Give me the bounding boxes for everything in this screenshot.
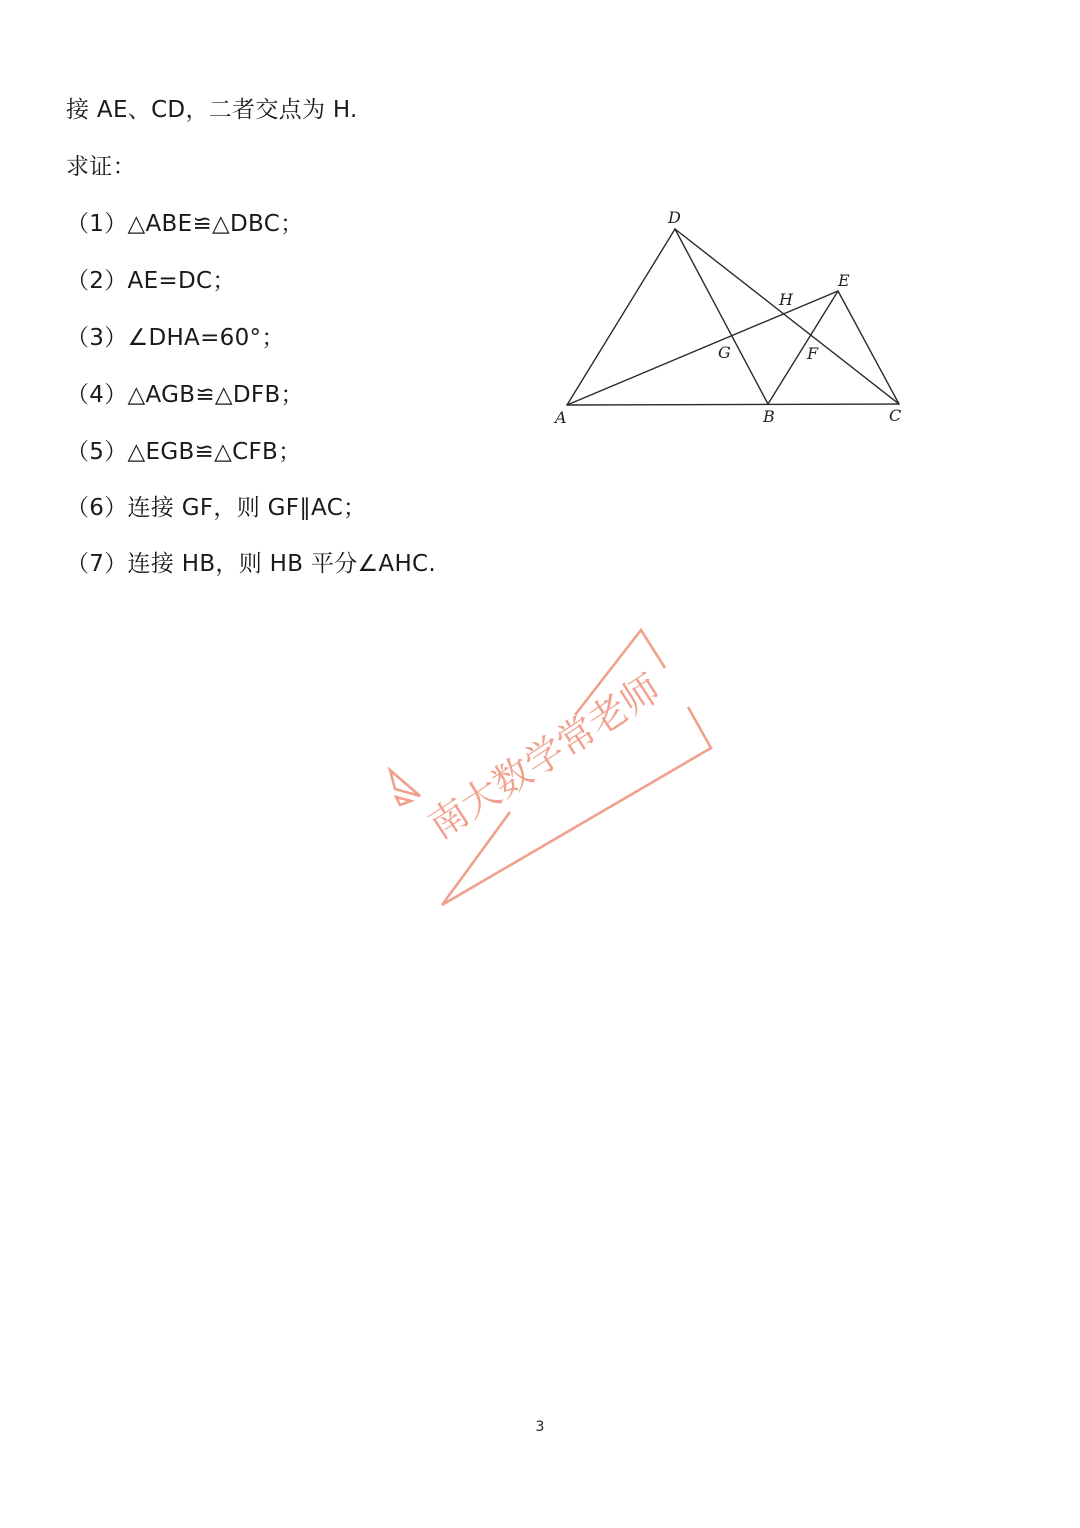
point-label-B: B: [763, 407, 775, 426]
segment-AE: [567, 291, 838, 405]
watermark-text: 南大数学常老师: [420, 665, 669, 848]
point-label-D: D: [668, 208, 681, 227]
point-label-A: A: [555, 408, 567, 427]
claim-4: （4）△AGB≌△DFB；: [66, 382, 304, 408]
point-label-H: H: [779, 290, 793, 309]
point-label-G: G: [718, 343, 731, 362]
segment-AD: [567, 229, 675, 405]
segment-DC: [675, 229, 899, 404]
watermark-stamp: [370, 615, 720, 915]
point-label-C: C: [889, 406, 902, 425]
claim-3: （3）∠DHA=60°；: [66, 325, 285, 351]
prove-heading: 求证：: [66, 154, 136, 180]
claim-5: （5）△EGB≌△CFB；: [66, 439, 302, 465]
segment-AC: [567, 404, 899, 405]
claim-2: （2）AE=DC；: [66, 268, 236, 294]
segment-DB: [675, 229, 768, 404]
intro-text: 接 AE、CD，二者交点为 H.: [66, 97, 358, 123]
claim-6: （6）连接 GF，则 GF∥AC；: [66, 495, 367, 521]
claim-1: （1）△ABE≌△DBC；: [66, 211, 304, 237]
segment-EC: [838, 291, 899, 404]
point-label-E: E: [838, 271, 850, 290]
geometry-figure: [545, 200, 935, 435]
point-label-F: F: [807, 344, 819, 363]
figure-lines: [567, 229, 899, 405]
page-number: 3: [535, 1419, 545, 1435]
claim-7: （7）连接 HB，则 HB 平分∠AHC.: [66, 551, 437, 577]
